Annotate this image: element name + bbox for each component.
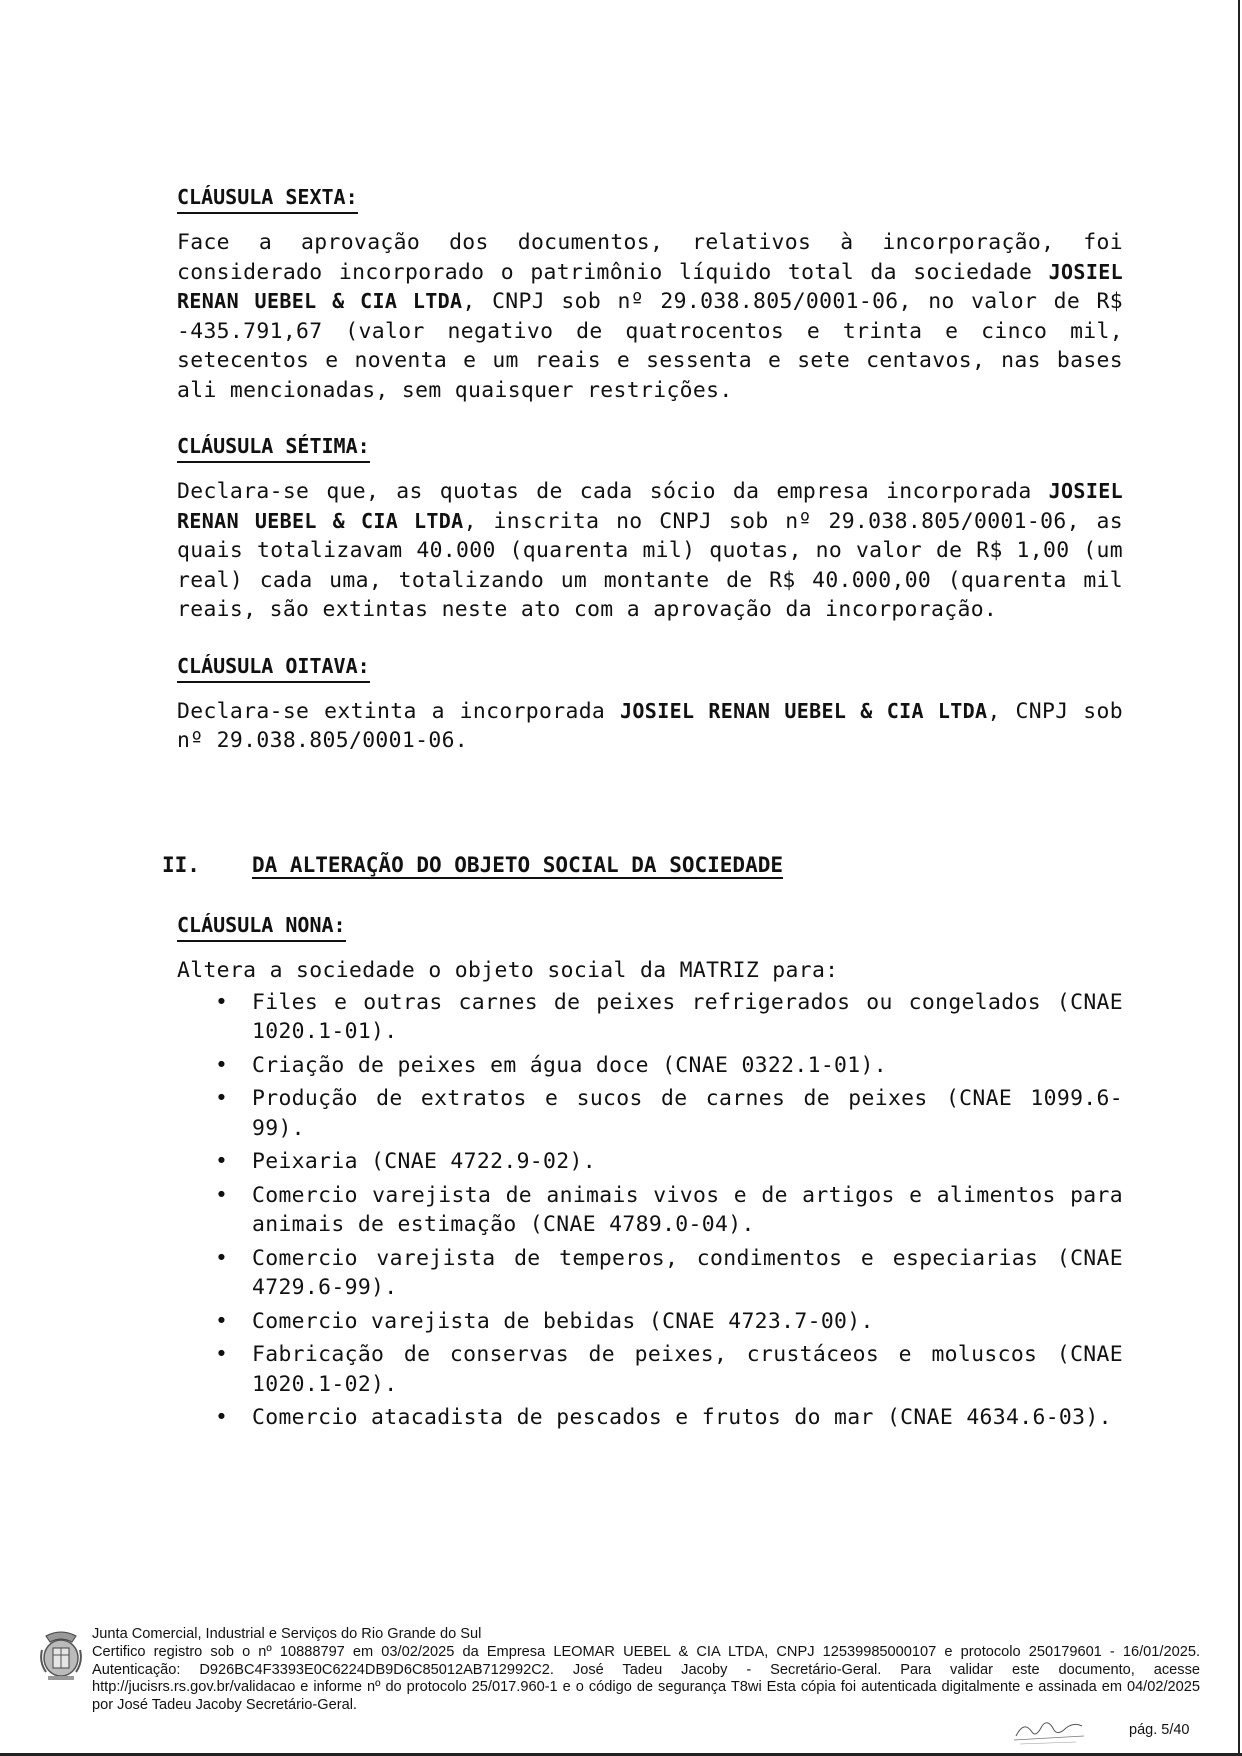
list-item xyxy=(177,1181,1123,1240)
clausula-setima-text-after: , inscrita no CNPJ sob nº 29.038.805/0001-06, as quais totalizavam 40.000 (quarenta mil) quotas, no valor de R$ 1,00 (um real) cada uma, totalizando um montante de R$ 40.000,00 (quarenta mil reais, são extintas neste ato com a aprovação da incorporação. xyxy=(177,508,1123,622)
bullet-icon: • xyxy=(215,1182,229,1208)
page-number: pág. 5/40 xyxy=(1129,1722,1190,1738)
clausula-setima-company: JOSIEL RENAN UEBEL & CIA LTDA xyxy=(177,479,1123,533)
clausula-oitava-heading: CLÁUSULA OITAVA: xyxy=(177,651,370,683)
clausula-nona-heading: CLÁUSULA NONA: xyxy=(177,910,346,942)
clausula-setima-text-before: Declara-se que, as quotas de cada sócio da empresa incorporada xyxy=(177,479,1049,504)
list-item xyxy=(177,1403,1123,1433)
bullet-icon: • xyxy=(215,1308,229,1334)
section-ii-heading: DA ALTERAÇÃO DO OBJETO SOCIAL DA SOCIEDADE xyxy=(252,853,784,877)
list-item-text: Produção de extratos e sucos de carnes de peixes (CNAE 1099.6-99). xyxy=(252,1086,1123,1141)
clausula-setima-heading: CLÁUSULA SÉTIMA: xyxy=(177,431,370,463)
clausula-oitava-company: JOSIEL RENAN UEBEL & CIA LTDA xyxy=(620,698,988,723)
clausula-oitava-text-after: , CNPJ sob nº 29.038.805/0001-06. xyxy=(177,698,1123,753)
objeto-social-list xyxy=(177,988,1123,1433)
coat-of-arms-seal xyxy=(36,1628,86,1682)
bullet-icon: • xyxy=(215,1342,229,1367)
clausula-sexta-company: JOSIEL RENAN UEBEL & CIA LTDA xyxy=(177,259,1123,313)
clausula-setima-text xyxy=(177,477,1123,625)
bullet-icon: • xyxy=(215,1149,229,1174)
clausula-oitava xyxy=(177,651,1123,756)
list-item xyxy=(177,1244,1123,1303)
section-ii-title xyxy=(162,850,783,880)
list-item-text: Criação de peixes em água doce (CNAE 0322.1-01). xyxy=(252,1052,887,1078)
list-item-text: Files e outras carnes de peixes refrigerados ou congelados (CNAE 1020.1-01). xyxy=(252,989,1123,1044)
clausula-setima xyxy=(177,431,1123,625)
page-right-border xyxy=(1238,0,1240,1756)
clausula-oitava-text xyxy=(177,697,1123,756)
clausula-sexta-heading: CLÁUSULA SEXTA: xyxy=(177,182,358,214)
footer-institution: Junta Comercial, Industrial e Serviços do Rio Grande do Sul xyxy=(92,1626,482,1642)
list-item-text: Peixaria (CNAE 4722.9-02). xyxy=(252,1149,596,1174)
clausula-sexta xyxy=(177,182,1123,405)
bullet-icon: • xyxy=(215,1086,229,1111)
list-item xyxy=(177,1051,1123,1081)
list-item-text: Comercio varejista de bebidas (CNAE 4723.7-00). xyxy=(252,1308,874,1334)
list-item-text: Fabricação de conservas de peixes, crustáceos e moluscos (CNAE 1020.1-02). xyxy=(252,1342,1123,1397)
footer-certificate: Certifico registro sob o nº 10888797 em 03/02/2025 da Empresa LEOMAR UEBEL & CIA LTDA, CNPJ 12539985000107 e protocolo 250179601 - 16/01/2025. Autenticação: D926BC4F3393E0C6224DB9D6C85012AB712992C2. José Tadeu Jacoby - Secretário-Geral. Para validar este documento, acesse http://jucisrs.rs.gov.br/validacao e informe nº do protocolo 25/017.960-1 e o código de segurança T8wi Esta cópia foi autenticada digitalmente e assinada em 04/02/2025 por José Tadeu Jacoby Secretário-Geral. xyxy=(92,1643,1200,1714)
clausula-oitava-text-before: Declara-se extinta a incorporada xyxy=(177,698,621,724)
list-item xyxy=(177,1084,1123,1143)
list-item xyxy=(177,1307,1123,1337)
bullet-icon: • xyxy=(215,1245,229,1271)
list-item xyxy=(177,988,1123,1047)
list-item xyxy=(177,1147,1123,1177)
clausula-sexta-text-before: Face a aprovação dos documentos, relativos à incorporação, foi considerado incorporado o patrimônio líquido total da sociedade xyxy=(177,230,1123,285)
list-item-text: Comercio varejista de temperos, condimentos e especiarias (CNAE 4729.6-99). xyxy=(252,1245,1123,1300)
list-item-text: Comercio varejista de animais vivos e de artigos e alimentos para animais de estimação (CNAE 4789.0-04). xyxy=(252,1182,1123,1237)
clausula-nona xyxy=(177,910,1123,1437)
list-item-text: Comercio atacadista de pescados e frutos do mar (CNAE 4634.6-03). xyxy=(252,1405,1112,1430)
secretary-signature xyxy=(1010,1712,1088,1748)
list-item xyxy=(177,1340,1123,1399)
document-body xyxy=(177,182,1123,782)
clausula-sexta-text-after: , CNPJ sob nº 29.038.805/0001-06, no valor de R$ -435.791,67 (valor negativo de quatrocentos e trinta e cinco mil, setecentos e noventa e um reais e sessenta e sete centavos, nas bases ali mencionadas, sem quaisquer restrições. xyxy=(177,289,1123,403)
bullet-icon: • xyxy=(215,989,229,1015)
bullet-icon: • xyxy=(215,1052,229,1078)
clausula-sexta-text xyxy=(177,228,1123,405)
clausula-nona-intro: Altera a sociedade o objeto social da MATRIZ para: xyxy=(177,958,839,983)
section-ii-number: II. xyxy=(162,853,200,877)
authentication-footer xyxy=(92,1626,1200,1715)
bullet-icon: • xyxy=(215,1405,229,1430)
